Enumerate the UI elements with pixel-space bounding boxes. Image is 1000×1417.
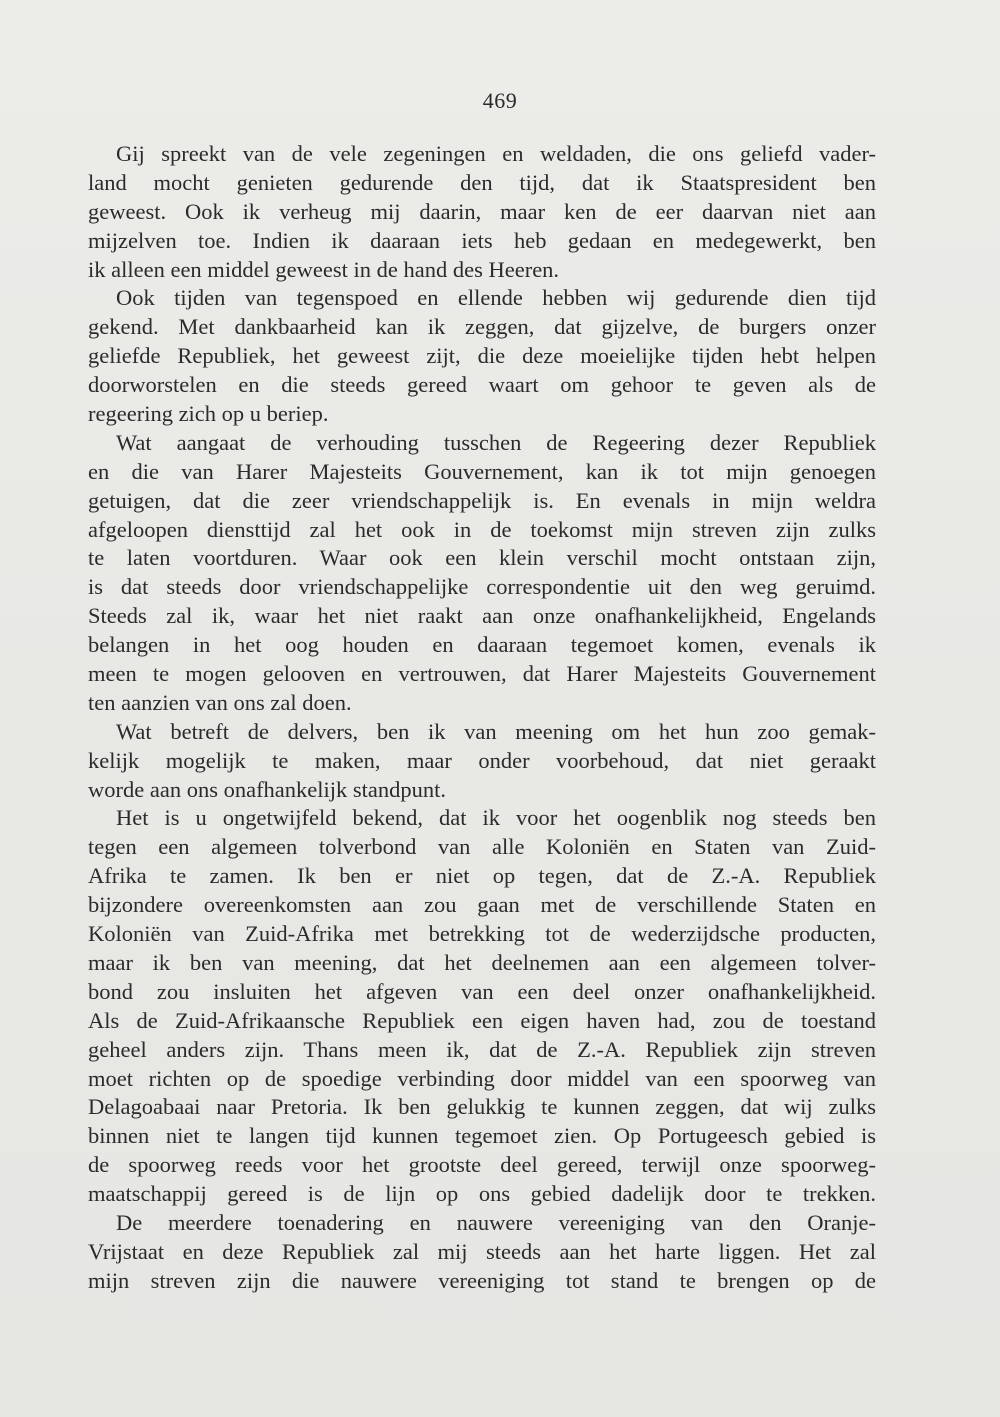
text-line: Koloniën van Zuid-Afrika met betrekking tot de wederzijdsche producten,: [88, 921, 876, 947]
text-line: Steeds zal ik, waar het niet raakt aan onze onafhankelijkheid, Engelands: [88, 603, 876, 629]
text-line: Wat aangaat de verhouding tusschen de Regeering dezer Republiek: [116, 429, 876, 455]
text-line: doorworstelen en die steeds gereed waart om gehoor te geven als de: [88, 372, 876, 398]
text-line: Gij spreekt van de vele zegeningen en weldaden, die ons geliefd vader-: [116, 141, 876, 166]
text-line: Als de Zuid-Afrikaansche Republiek een eigen haven had, zou de toestand: [88, 1007, 876, 1033]
text-line: is dat steeds door vriendschappelijke correspondentie uit den weg geruimd.: [88, 574, 876, 600]
text-line: en die van Harer Majesteits Gouvernement, kan ik tot mijn genoegen: [88, 458, 876, 484]
text-line: kelijk mogelijk te maken, maar onder voorbehoud, dat niet geraakt: [88, 747, 876, 773]
text-line: Wat betreft de delvers, ben ik van meening om het hun zoo gemak-: [116, 718, 876, 744]
text-line: afgeloopen diensttijd zal het ook in de toekomst mijn streven zijn zulks: [88, 516, 876, 542]
text-line: bijzondere overeenkomsten aan zou gaan met de verschillende Staten en: [88, 892, 876, 918]
text-line: binnen niet te langen tijd kunnen tegemoet zien. Op Portugeesch gebied is: [88, 1123, 876, 1149]
text-line: ten aanzien van ons zal doen.: [88, 689, 352, 715]
text-line: land mocht genieten gedurende den tijd, dat ik Staatspresident ben: [88, 169, 876, 195]
text-line: Vrijstaat en deze Republiek zal mij steeds aan het harte liggen. Het zal: [88, 1238, 876, 1264]
text-line: te laten voortduren. Waar ook een klein verschil mocht ontstaan zijn,: [88, 545, 876, 571]
text-line: de spoorweg reeds voor het grootste deel gereed, terwijl onze spoorweg-: [88, 1152, 876, 1178]
text-line: worde aan ons onafhankelijk standpunt.: [88, 776, 447, 802]
text-line: Afrika te zamen. Ik ben er niet op tegen, dat de Z.-A. Republiek: [88, 863, 876, 889]
text-line: regeering zich op u beriep.: [88, 401, 329, 427]
text-line: mijzelven toe. Indien ik daaraan iets heb gedaan en medegewerkt, ben: [88, 227, 876, 253]
text-line: Ook tijden van tegenspoed en ellende hebben wij gedurende dien tijd: [116, 285, 876, 311]
text-line: geliefde Republiek, het geweest zijt, die deze moeielijke tijden hebt helpen: [88, 343, 876, 369]
text-line: ik alleen een middel geweest in de hand des Heeren.: [88, 256, 560, 282]
text-line: maatschappij gereed is de lijn op ons gebied dadelijk door te trekken.: [88, 1181, 876, 1207]
text-line: Delagoabaai naar Pretoria. Ik ben gelukkig te kunnen zeggen, dat wij zulks: [88, 1094, 876, 1120]
text-line: geweest. Ook ik verheug mij daarin, maar ken de eer daarvan niet aan: [88, 198, 876, 224]
text-line: meen te mogen gelooven en vertrouwen, dat Harer Majesteits Gouvernement: [88, 661, 876, 687]
body-text: [88, 140, 876, 1296]
text-line: De meerdere toenadering en nauwere vereeniging van den Oranje-: [116, 1209, 876, 1235]
page-number: 469: [482, 88, 518, 113]
text-line: moet richten op de spoedige verbinding door middel van een spoorweg van: [88, 1065, 876, 1091]
text-line: bond zou insluiten het afgeven van een deel onzer onafhankelijkheid.: [88, 978, 876, 1004]
text-line: geheel anders zijn. Thans meen ik, dat de Z.-A. Republiek zijn streven: [88, 1036, 876, 1062]
text-line: maar ik ben van meening, dat het deelnemen aan een algemeen tolver-: [88, 949, 876, 975]
text-line: getuigen, dat die zeer vriendschappelijk is. En evenals in mijn weldra: [88, 487, 876, 513]
text-line: tegen een algemeen tolverbond van alle Koloniën en Staten van Zuid-: [88, 834, 876, 860]
text-line: mijn streven zijn die nauwere vereeniging tot stand te brengen op de: [88, 1267, 876, 1293]
text-line: belangen in het oog houden en daaraan tegemoet komen, evenals ik: [88, 632, 876, 658]
text-line: Het is u ongetwijfeld bekend, dat ik voor het oogenblik nog steeds ben: [116, 805, 876, 831]
text-line: gekend. Met dankbaarheid kan ik zeggen, dat gijzelve, de burgers onzer: [88, 314, 876, 340]
